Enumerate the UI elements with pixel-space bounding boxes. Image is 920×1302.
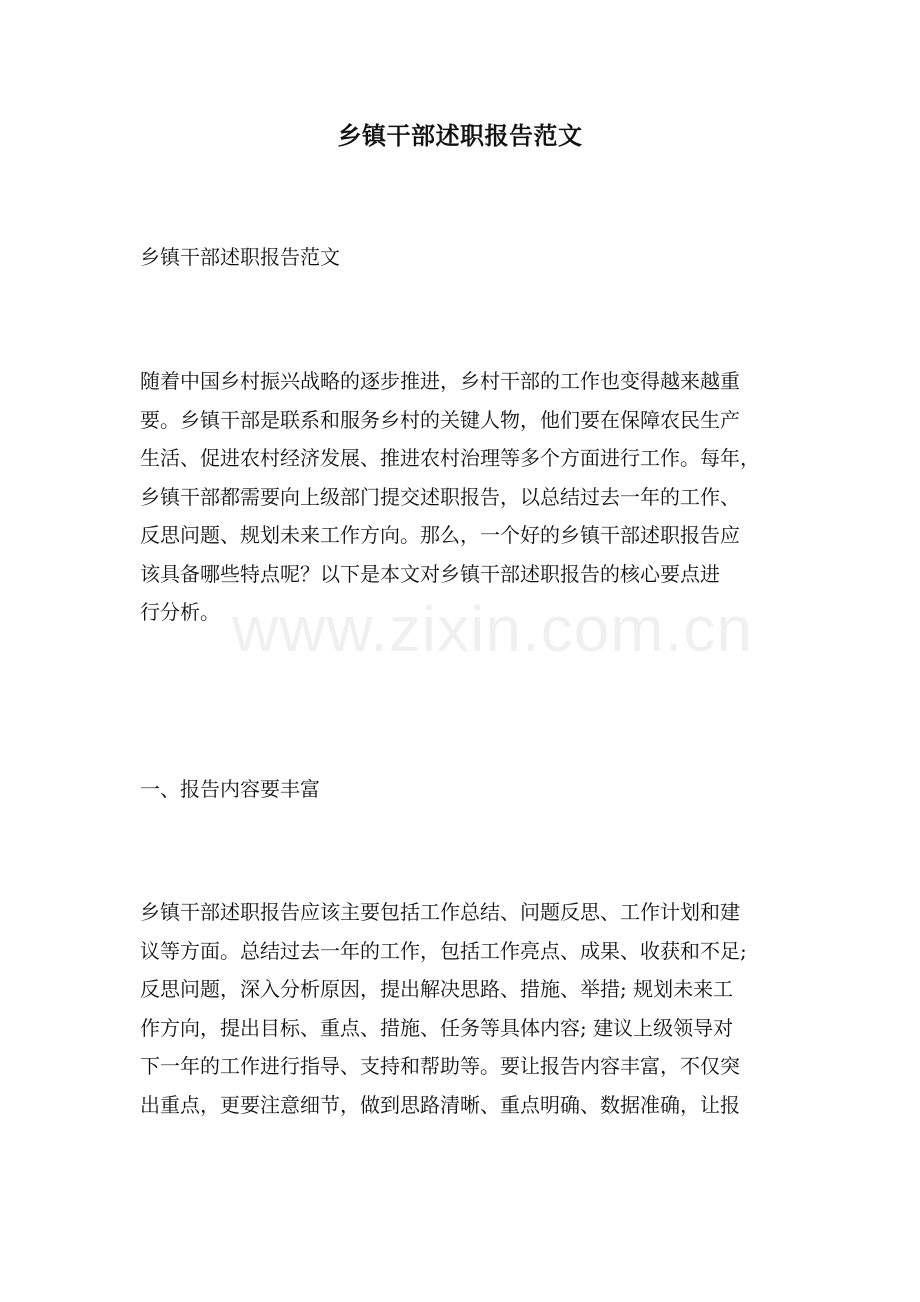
document-subtitle [140,238,790,277]
paragraph-line: 乡镇干部述职报告应该主要包括工作总结、问题反思、工作计划和建 [140,900,740,924]
paragraph-line: 作方向，提出目标、重点、措施、任务等具体内容; 建议上级领导对 [140,1015,734,1040]
paragraph-line: 反思问题，深入分析原因，提出解决思路、措施、举措; 规划未来工 [140,977,734,1001]
subtitle-text: 乡镇干部述职报告范文 [140,245,340,269]
paragraph-line: 出重点，更要注意细节，做到思路清晰、重点明确、数据准确，让报 [140,1092,740,1117]
paragraph-line: 该具备哪些特点呢？以下是本文对乡镇干部述职报告的核心要点进 [140,561,720,586]
document-title: 乡镇干部述职报告范文 [337,121,583,150]
paragraph-line: 行分析。 [140,600,220,624]
paragraph-line: 下一年的工作进行指导、支持和帮助等。要让报告内容丰富，不仅突 [140,1054,740,1078]
section-heading-1 [140,770,790,809]
section-heading-text: 一、报告内容要丰富 [140,777,320,801]
watermark: www.zixin.com.cn [232,593,753,665]
paragraph-line: 议等方面。总结过去一年的工作，包括工作亮点、成果、收获和不足; [140,938,747,963]
paragraph-line: 反思问题、规划未来工作方向。那么，一个好的乡镇干部述职报告应 [140,523,740,547]
paragraph-line: 生活、促进农村经济发展、推进农村治理等多个方面进行工作。每年， [140,446,760,470]
paragraph-content-richness [140,893,790,1124]
paragraph-line: 随着中国乡村振兴战略的逐步推进，乡村干部的工作也变得越来越重 [140,369,740,393]
paragraph-line: 乡镇干部都需要向上级部门提交述职报告，以总结过去一年的工作、 [140,484,740,509]
paragraph-intro [140,362,790,632]
paragraph-line: 要。乡镇干部是联系和服务乡村的关键人物，他们要在保障农民生产 [140,407,740,432]
